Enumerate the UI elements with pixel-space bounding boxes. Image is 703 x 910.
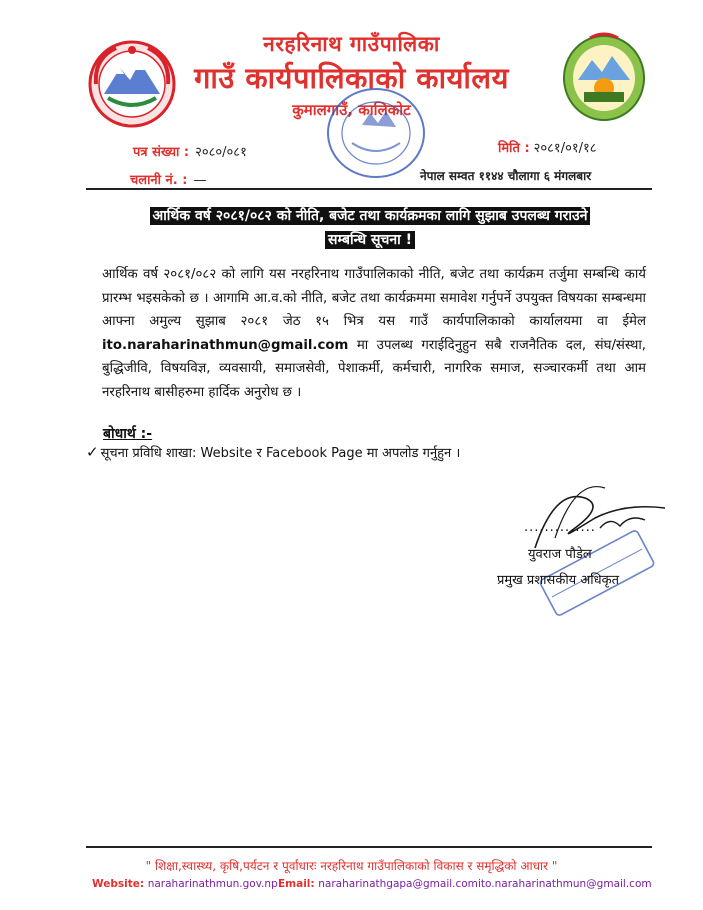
municipality-name: नरहरिनाथ गाउँपालिका xyxy=(263,32,440,56)
official-round-stamp xyxy=(322,83,430,183)
cc-heading: बोधार्थ :- xyxy=(103,426,153,442)
office-address: कुमालगाउँ, कालिकोट xyxy=(292,101,411,119)
office-name: गाउँ कार्यपालिकाको कार्यालय xyxy=(194,61,509,95)
signer-title: प्रमुख प्रशासकीय अधिकृत xyxy=(497,573,620,588)
footer-email-2[interactable]: ito.naraharinathmun@gmail.com xyxy=(478,878,652,890)
reference-number: पत्र संख्या : २०८०/०८१ xyxy=(133,145,247,160)
header-divider xyxy=(86,188,652,190)
signer-name: युवराज पौडेल xyxy=(528,547,592,562)
footer-email[interactable]: Email: naraharinathgapa@gmail.com xyxy=(278,878,478,890)
notice-title: आर्थिक वर्ष २०८१/०८२ को नीति, बजेट तथा कार्यक्रमका लागि सुझाब उपलब्ध गराउने सम्बन्धि सूचना ! xyxy=(120,204,620,252)
footer-divider xyxy=(86,846,652,848)
notice-body: आर्थिक वर्ष २०८१/०८२ को लागि यस नरहरिनाथ गाउँपालिकाको नीति, बजेट तथा कार्यक्रम तर्जुमा सम्बन्धि कार्य प्रारम्भ भइसकेको छ । आगामि आ.व.को नीति, बजेट तथा कार्यक्रममा समावेश गर्नुपर्ने उपयुक्त विषयका सम्बन्धमा आफ्ना अमुल्य सुझाब २०८१ जेठ १५ भित्र यस गाउँ कार्यपालिकाको कार्यालयमा वा ईमेल ito.naraharinathmun@gmail.com मा उपलब्ध गराईदिनुहुन सबै राजनैतिक दल, संघ/संस्था, बुद्धिजीवि, विषयविज्ञ, व्यवसायी, समाजसेवी, पेशाकर्मी, कर्मचारी, नागरिक समाज, सञ्चारकर्मी तथा आम नरहरिनाथ बासीहरुमा हार्दिक अनुरोध छ । xyxy=(102,267,646,400)
cc-line: ✓ सूचना प्रविधि शाखा: Website र Facebook Page मा अपलोड गर्नुहुन । xyxy=(86,443,461,461)
signature-line: .............. xyxy=(524,520,596,535)
nepal-sambat-date: नेपाल सम्वत ११४४ चौलागा ६ मंगलबार xyxy=(420,169,592,183)
footer-website[interactable]: Website: naraharinathmun.gov.np xyxy=(92,878,278,890)
dispatch-number: चलानी नं. : — xyxy=(130,173,207,188)
letter-date: मिति : २०८१/०१/१८ xyxy=(498,141,597,156)
contact-email: ito.naraharinathmun@gmail.com xyxy=(102,337,349,353)
footer-motto: " शिक्षा,स्वास्थ्य, कृषि,पर्यटन र पूर्वाधारः नरहरिनाथ गाउँपालिकाको विकास र समृद्धिको आधार " xyxy=(145,859,558,873)
